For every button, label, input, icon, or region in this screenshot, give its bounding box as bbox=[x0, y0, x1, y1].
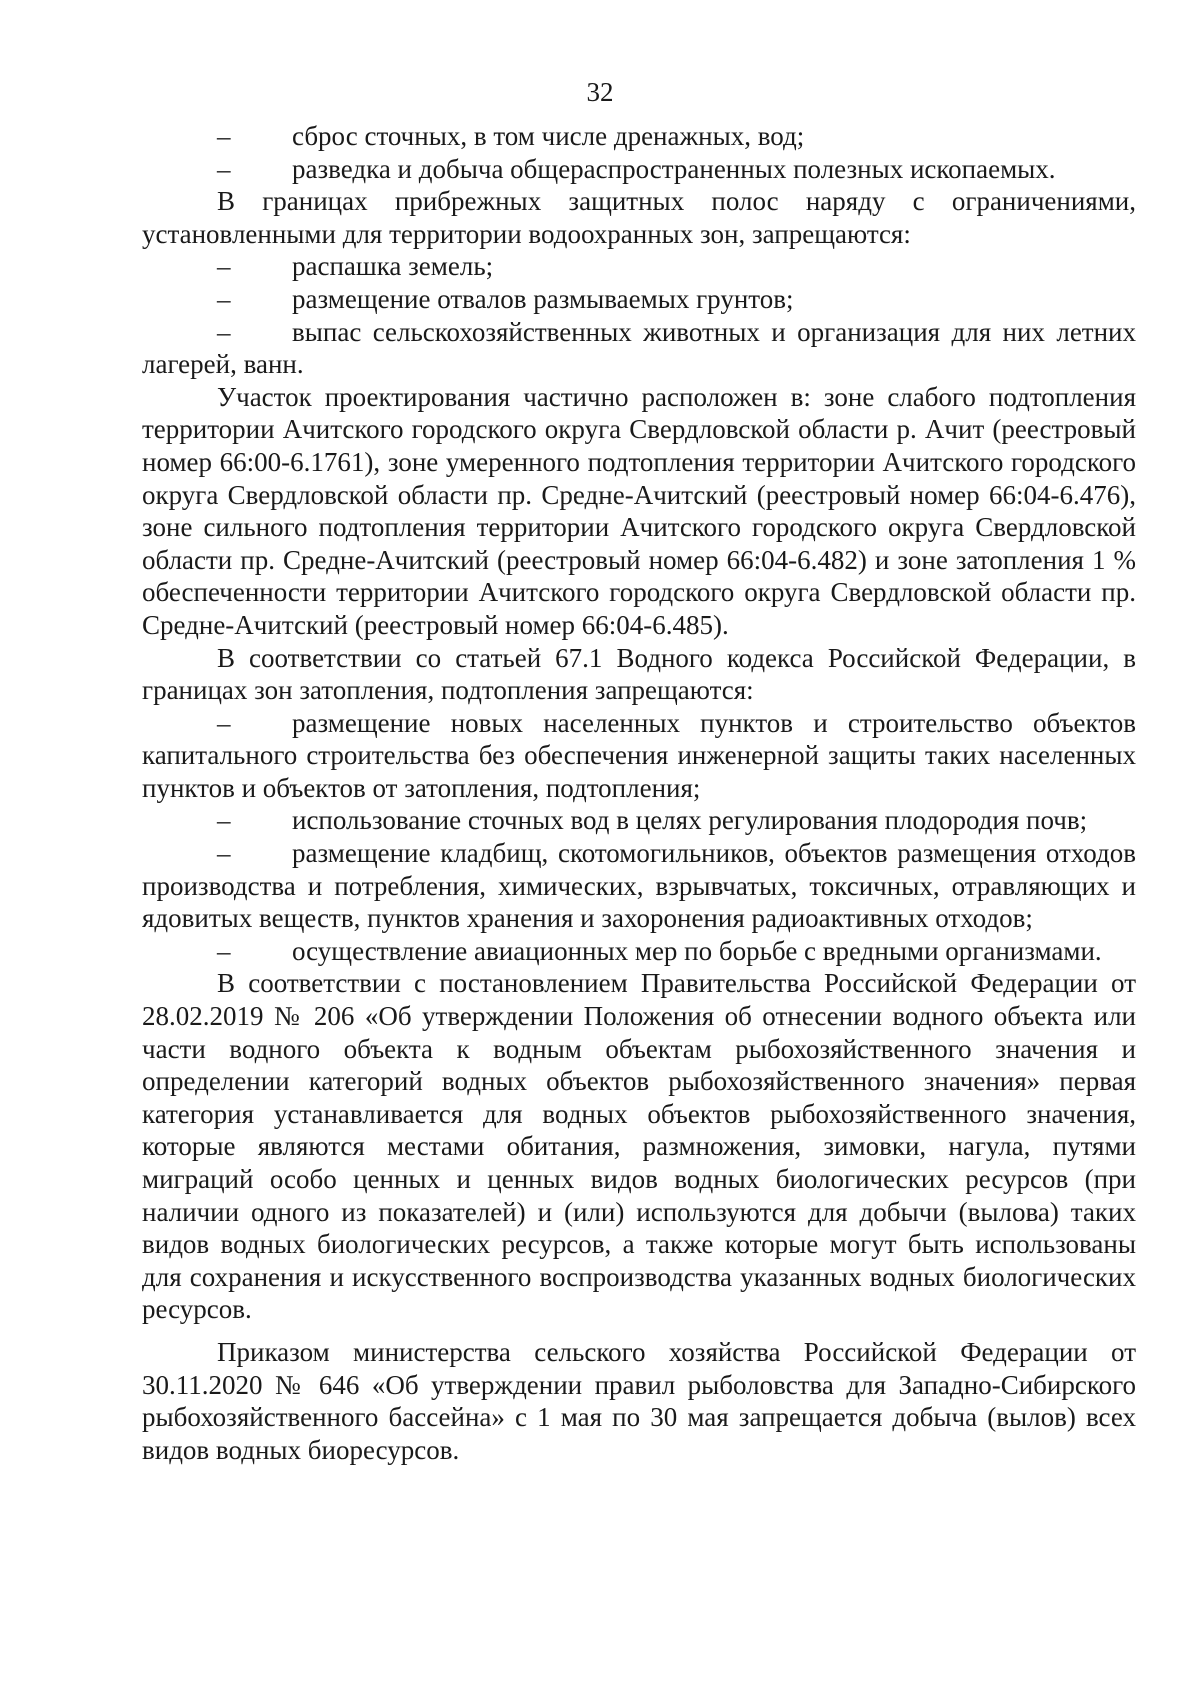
list-item-text: размещение кладбищ, скотомогильников, объектов размещения отходов производства и потребления, химических, взрывчатых, токсичных, отравляющих и ядовитых веществ, пунктов хранения и захоронения радиоактивных отходов; bbox=[142, 838, 1136, 934]
body-text bbox=[142, 120, 1136, 1466]
dash-marker: – bbox=[217, 838, 231, 869]
list-item-text: осуществление авиационных мер по борьбе с вредными организмами. bbox=[292, 935, 1102, 966]
list-item bbox=[142, 837, 1136, 935]
list-item-text: выпас сельскохозяйственных животных и организация для них летних лагерей, ванн. bbox=[142, 316, 1136, 380]
dash-marker: – bbox=[217, 153, 231, 184]
list-item-text: размещение отвалов размываемых грунтов; bbox=[292, 283, 794, 314]
paragraph: Участок проектирования частично расположен в: зоне слабого подтопления территории Ачитского городского округа Свердловской области р. Ачит (реестровый номер 66:00-6.1761), зоне умеренного подтопления территории Ачитского городского округа Свердловской области пр. Средне-Ачитский (реестровый номер 66:04-6.476), зоне сильного подтопления территории Ачитского городского округа Свердловской области пр. Средне-Ачитский (реестровый номер 66:04-6.482) и зоне затопления 1 % обеспеченности территории Ачитского городского округа Свердловской области пр. Средне-Ачитский (реестровый номер 66:04-6.485). bbox=[142, 381, 1136, 640]
dash-marker: – bbox=[217, 251, 231, 282]
list-item-text: размещение новых населенных пунктов и строительство объектов капитального строительства без обеспечения инженерной защиты таких населенных пунктов и объектов от затопления, подтопления; bbox=[142, 707, 1136, 803]
list-item-text: распашка земель; bbox=[292, 251, 494, 282]
dash-marker: – bbox=[217, 283, 231, 314]
paragraph: Приказом министерства сельского хозяйства Российской Федерации от 30.11.2020 № 646 «Об утверждении правил рыболовства для Западно-Сибирского рыбохозяйственного бассейна» с 1 мая по 30 мая запрещается добыча (вылов) всех видов водных биоресурсов. bbox=[142, 1336, 1136, 1465]
list-item-text: сброс сточных, в том числе дренажных, вод; bbox=[292, 121, 805, 151]
dash-marker: – bbox=[217, 805, 231, 836]
paragraph: В соответствии с постановлением Правительства Российской Федерации от 28.02.2019 № 206 «Об утверждении Положения об отнесении водного объекта или части водного объекта к водным объектам рыбохозяйственного значения и определении категорий водных объектов рыбохозяйственного значения» первая категория устанавливается для водных объектов рыбохозяйственного значения, которые являются местами обитания, размножения, зимовки, нагула, путями миграций особо ценных и ценных видов водных биологических ресурсов (при наличии одного из показателей) и (или) используются для добычи (вылова) таких видов водных биологических ресурсов, а также которые могут быть использованы для сохранения и искусственного воспроизводства указанных водных биологических ресурсов. bbox=[142, 968, 1136, 1325]
list-item bbox=[142, 120, 1136, 153]
list-item bbox=[142, 283, 1136, 316]
list-item bbox=[142, 250, 1136, 283]
page-number: 32 bbox=[586, 77, 614, 107]
paragraph: В соответствии со статьей 67.1 Водного кодекса Российской Федерации, в границах зон затопления, подтопления запрещаются: bbox=[142, 642, 1136, 706]
list-item-text: использование сточных вод в целях регулирования плодородия почв; bbox=[292, 805, 1088, 836]
list-item bbox=[142, 804, 1136, 837]
dash-marker: – bbox=[217, 121, 231, 151]
list-item bbox=[142, 316, 1136, 381]
list-item bbox=[142, 935, 1136, 968]
list-item bbox=[142, 707, 1136, 805]
list-item bbox=[142, 153, 1136, 186]
dash-marker: – bbox=[217, 935, 231, 966]
paragraph: В границах прибрежных защитных полос наряду с ограничениями, установленными для территории водоохранных зон, запрещаются: bbox=[142, 186, 1136, 249]
list-item-text: разведка и добыча общераспространенных полезных ископаемых. bbox=[292, 153, 1056, 184]
dash-marker: – bbox=[217, 707, 231, 738]
dash-marker: – bbox=[217, 316, 231, 347]
